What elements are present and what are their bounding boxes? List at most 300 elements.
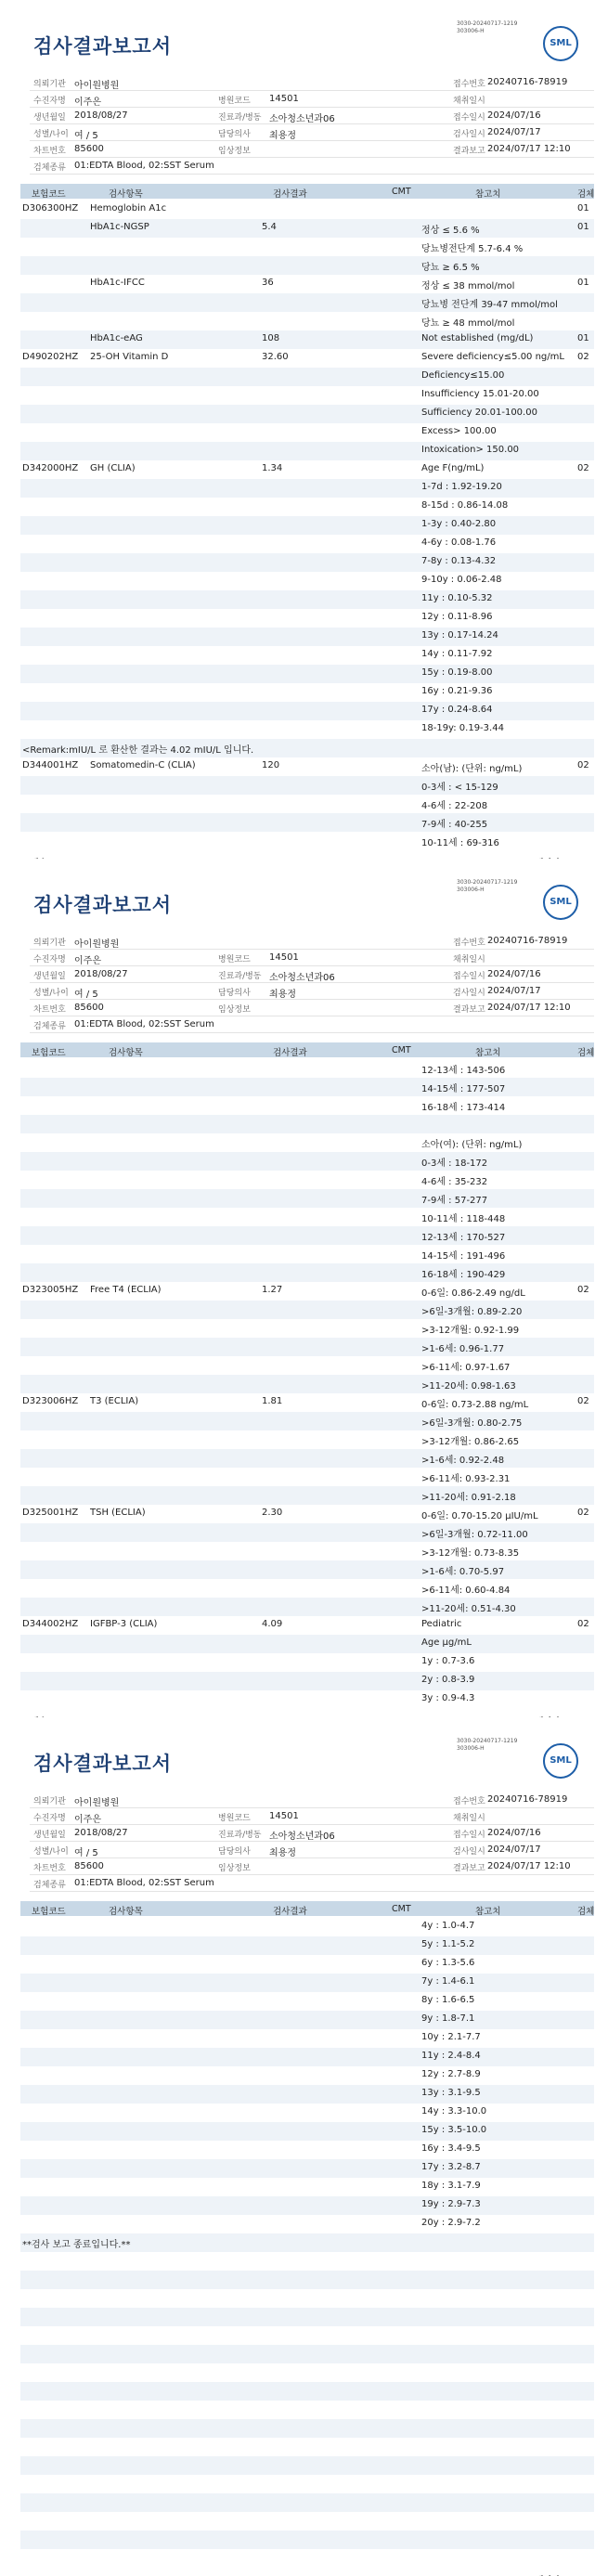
info-label: 의뢰기관: [33, 938, 66, 948]
table-row: [20, 330, 594, 349]
table-ref: 0-3세 : 18-172: [421, 1159, 488, 1169]
table-row: [20, 1918, 594, 1936]
header-spec: 검체: [577, 1048, 595, 1058]
table-row: [20, 1263, 594, 1282]
table-row: [20, 312, 594, 330]
header-spec: 검체: [577, 189, 595, 200]
header-code: 보험코드: [32, 189, 66, 200]
table-ref: 5y : 1.1-5.2: [421, 1939, 475, 1949]
table-ref: 4y : 1.0-4.7: [421, 1921, 475, 1931]
info-value: 2024/07/17: [487, 986, 541, 996]
table-ref: 4-6y : 0.08-1.76: [421, 537, 497, 548]
table-row: [20, 720, 594, 739]
table-spec: 01: [577, 333, 589, 343]
table-row: [20, 1078, 594, 1096]
info-label: 접수번호: [453, 938, 485, 948]
table-code: D490202HZ: [22, 352, 79, 362]
info-label: 차트번호: [33, 1005, 66, 1015]
table-row: [20, 1449, 594, 1468]
info-label: 수진자명: [33, 97, 66, 106]
table-row: [20, 832, 594, 850]
header-ref: 참고치: [475, 1048, 501, 1058]
table-row: [20, 516, 594, 535]
info-value: 01:EDTA Blood, 02:SST Serum: [74, 1878, 214, 1888]
table-row: [20, 646, 594, 665]
table-ref: 1-7d : 1.92-19.20: [421, 482, 502, 492]
table-ref: 16-18세 : 190-429: [421, 1270, 506, 1280]
table-item: HbA1c-eAG: [90, 333, 143, 343]
table-row: [20, 535, 594, 553]
table-spec: 01: [577, 278, 589, 288]
table-row: [20, 1672, 594, 1690]
info-value: 이주은: [74, 97, 101, 108]
table-code: D344001HZ: [22, 760, 79, 770]
table-row: [20, 1301, 594, 1319]
table-spec: 01: [577, 222, 589, 232]
report-title: 검사결과보고서: [33, 1753, 173, 1775]
table-row: [20, 2456, 594, 2475]
table-row: [20, 1579, 594, 1598]
table-row: [20, 1059, 594, 1078]
table-ref: 0-6일: 0.86-2.49 ng/dL: [421, 1288, 525, 1299]
info-label: 성별/나이: [33, 989, 69, 998]
info-label: 임상정보: [218, 1005, 251, 1015]
table-ref: 15y : 0.19-8.00: [421, 667, 493, 678]
header-cmt: CMT: [392, 1904, 411, 1914]
table-ref: Age μg/mL: [421, 1638, 472, 1648]
table-row: [20, 201, 594, 219]
table-ref: 12-13세 : 143-506: [421, 1066, 506, 1076]
info-value: 소아청소년과06: [269, 1832, 335, 1842]
table-ref: 2y : 0.8-3.9: [421, 1675, 475, 1685]
info-value: 85600: [74, 144, 104, 154]
table-code: **검사 보고 종료입니다.**: [22, 2240, 131, 2250]
header-item: 검사항목: [109, 189, 143, 200]
table-ref: 14-15세 : 177-507: [421, 1084, 506, 1094]
table-row: [20, 386, 594, 405]
table-code: D325001HZ: [22, 1508, 79, 1518]
info-label: 검체종류: [33, 1881, 66, 1890]
table-row: [20, 1375, 594, 1393]
table-ref: 9y : 1.8-7.1: [421, 2013, 475, 2024]
table-row: [20, 2271, 594, 2289]
table-row: [20, 2233, 594, 2252]
table-code: <Remark:mIU/L 로 환산한 결과는 4.02 mIU/L 입니다.: [22, 745, 254, 756]
info-value: 2024/07/17: [487, 127, 541, 137]
info-row: [30, 983, 594, 1000]
table-ref: 16y : 3.4-9.5: [421, 2143, 481, 2154]
table-code: D323005HZ: [22, 1285, 79, 1295]
info-value: 2024/07/16: [487, 1828, 541, 1838]
header-ref: 참고치: [475, 1907, 501, 1917]
table-row: [20, 2196, 594, 2215]
table-row: [20, 2289, 594, 2308]
table-item: 25-OH Vitamin D: [90, 352, 169, 362]
info-row: [30, 933, 594, 950]
table-row: [20, 1598, 594, 1616]
table-ref: Not established (mg/dL): [421, 333, 534, 343]
header-result: 검사결과: [273, 189, 307, 200]
table-row: [20, 702, 594, 720]
info-label: 의뢰기관: [33, 80, 66, 89]
info-row: [30, 950, 594, 966]
header-result: 검사결과: [273, 1048, 307, 1058]
table-row: [20, 1486, 594, 1505]
info-value: 2024/07/16: [487, 110, 541, 121]
table-ref: >6일-3개월: 0.89-2.20: [421, 1307, 523, 1317]
table-item: T3 (ECLIA): [90, 1396, 139, 1406]
info-value: 최용정: [269, 131, 296, 141]
table-ref: 당뇨 ≥ 48 mmol/mol: [421, 318, 515, 329]
table-ref: 0-6일: 0.73-2.88 ng/mL: [421, 1400, 529, 1410]
info-label: 차트번호: [33, 147, 66, 156]
table-row: [20, 256, 594, 275]
info-label: 검체종류: [33, 163, 66, 173]
info-row: [30, 1858, 594, 1875]
table-ref: 당뇨병 전단계 39-47 mmol/mol: [421, 300, 558, 310]
table-ref: 10y : 2.1-7.7: [421, 2032, 481, 2042]
table-row: [20, 1974, 594, 1992]
table-ref: 8y : 1.6-6.5: [421, 1995, 475, 2005]
table-row: [20, 2493, 594, 2512]
info-row: [30, 74, 594, 91]
info-label: 채취일시: [453, 955, 485, 964]
patient-info: [30, 933, 594, 1033]
info-value: 아이원병원: [74, 81, 120, 91]
info-value: 14501: [269, 952, 299, 963]
table-row: [20, 219, 594, 238]
table-row: [20, 442, 594, 460]
table-row: [20, 293, 594, 312]
table-row: [20, 1393, 594, 1412]
table-row: [20, 423, 594, 442]
info-label: 차트번호: [33, 1864, 66, 1873]
table-ref: Pediatric: [421, 1619, 462, 1629]
table-ref: 13y : 0.17-14.24: [421, 630, 498, 641]
table-ref: 8-15d : 0.86-14.08: [421, 500, 509, 511]
table-ref: 정상 ≤ 5.6 %: [421, 226, 480, 236]
table-code: D344002HZ: [22, 1619, 79, 1629]
table-row: [20, 2104, 594, 2122]
table-ref: 당뇨병전단계 5.7-6.4 %: [421, 244, 524, 254]
info-label: 병원코드: [218, 1814, 251, 1823]
header-cmt: CMT: [392, 1045, 411, 1055]
barcode-text: 3030-20240717-1219 303006-H: [457, 20, 518, 34]
table-item: TSH (ECLIA): [90, 1508, 146, 1518]
table-ref: Excess> 100.00: [421, 426, 497, 436]
info-value: 여 / 5: [74, 131, 98, 141]
table-row: [20, 2475, 594, 2493]
info-label: 결과보고: [453, 1864, 485, 1873]
table-row: [20, 1505, 594, 1523]
table-ref: 18-19y: 0.19-3.44: [421, 723, 504, 733]
table-ref: 12y : 0.11-8.96: [421, 612, 493, 622]
table-item: GH (CLIA): [90, 463, 136, 473]
info-label: 채취일시: [453, 97, 485, 106]
info-value: 여 / 5: [74, 1848, 98, 1858]
info-row: [30, 124, 594, 141]
table-ref: 19y : 2.9-7.3: [421, 2199, 481, 2209]
table-result: 2.30: [262, 1508, 283, 1518]
table-ref: >3-12개월: 0.86-2.65: [421, 1437, 520, 1447]
info-row: [30, 1842, 594, 1858]
info-value: 아이원병원: [74, 1798, 120, 1808]
table-ref: >6-11세: 0.97-1.67: [421, 1363, 511, 1373]
info-label: 임상정보: [218, 1864, 251, 1873]
table-ref: >6일-3개월: 0.72-11.00: [421, 1530, 528, 1540]
info-label: 접수번호: [453, 1797, 485, 1806]
table-item: Hemoglobin A1c: [90, 203, 167, 214]
info-value: 2018/08/27: [74, 110, 128, 121]
table-code: D306300HZ: [22, 203, 79, 214]
table-spec: 02: [577, 352, 589, 362]
table-row: [20, 2531, 594, 2549]
table-row: [20, 2066, 594, 2085]
info-value: 14501: [269, 1811, 299, 1821]
header-item: 검사항목: [109, 1048, 143, 1058]
table-row: [20, 2419, 594, 2438]
table-row: [20, 1690, 594, 1709]
table-row: [20, 2401, 594, 2419]
table-row: [20, 776, 594, 795]
sml-logo-icon: SML: [543, 885, 578, 920]
header-code: 보험코드: [32, 1048, 66, 1058]
table-row: [20, 2178, 594, 2196]
table-ref: 12-13세 : 170-527: [421, 1233, 506, 1243]
info-label: 생년월일: [33, 972, 66, 981]
table-spec: 02: [577, 463, 589, 473]
info-value: 2024/07/17 12:10: [487, 1861, 571, 1871]
table-row: [20, 2326, 594, 2345]
table-ref: 16y : 0.21-9.36: [421, 686, 493, 696]
table-ref: 3y : 0.9-4.3: [421, 1693, 475, 1703]
patient-info: [30, 1792, 594, 1892]
info-value: 2024/07/16: [487, 969, 541, 979]
table-row: [20, 683, 594, 702]
table-row: [20, 1152, 594, 1171]
table-ref: 7-9세 : 40-255: [421, 820, 488, 830]
table-ref: 15y : 3.5-10.0: [421, 2125, 487, 2135]
info-value: 아이원병원: [74, 939, 120, 950]
table-result: 1.27: [262, 1285, 283, 1295]
table-spec: 02: [577, 760, 589, 770]
table-row: [20, 1226, 594, 1245]
table-spec: 02: [577, 1396, 589, 1406]
table-row: [20, 2048, 594, 2066]
table-ref: 0-6일: 0.70-15.20 µIU/mL: [421, 1511, 538, 1521]
table-row: [20, 1208, 594, 1226]
table-item: IGFBP-3 (CLIA): [90, 1619, 158, 1629]
info-label: 담당의사: [218, 130, 251, 139]
table-result: 36: [262, 278, 274, 288]
table-result: 1.34: [262, 463, 283, 473]
table-spec: 02: [577, 1285, 589, 1295]
table-ref: 10-11세 : 118-448: [421, 1214, 506, 1224]
table-ref: Severe deficiency≤5.00 ng/mL: [421, 352, 564, 362]
table-ref: Insufficiency 15.01-20.00: [421, 389, 539, 399]
table-ref: 14-15세 : 191-496: [421, 1251, 506, 1262]
table-result: 108: [262, 333, 280, 343]
table-code: D323006HZ: [22, 1396, 79, 1406]
table-row: [20, 1468, 594, 1486]
sml-logo-icon: SML: [543, 26, 578, 61]
table-ref: 18y : 3.1-7.9: [421, 2181, 481, 2191]
table-row: [20, 405, 594, 423]
info-row: [30, 1808, 594, 1825]
table-row: [20, 1635, 594, 1653]
table-ref: 13y : 3.1-9.5: [421, 2088, 481, 2098]
info-value: 최용정: [269, 1848, 296, 1858]
info-value: 20240716-78919: [487, 936, 568, 946]
table-row: [20, 368, 594, 386]
info-label: 담당의사: [218, 1847, 251, 1857]
table-row: [20, 2363, 594, 2382]
table-row: [20, 349, 594, 368]
table-row: [20, 1955, 594, 1974]
table-row: [20, 479, 594, 498]
table-item: HbA1c-IFCC: [90, 278, 145, 288]
table-row: [20, 2252, 594, 2271]
table-result: 120: [262, 760, 280, 770]
info-label: 진료과/병동: [218, 972, 262, 981]
table-ref: 당뇨 ≥ 6.5 %: [421, 263, 480, 273]
info-value: 이주은: [74, 1815, 101, 1825]
table-ref: 14y : 0.11-7.92: [421, 649, 493, 659]
info-label: 검사일시: [453, 130, 485, 139]
info-value: 20240716-78919: [487, 77, 568, 87]
table-ref: 소아(남): (단위: ng/mL): [421, 764, 523, 774]
table-ref: 1y : 0.7-3.6: [421, 1656, 475, 1666]
info-label: 수진자명: [33, 955, 66, 964]
table-row: [20, 2122, 594, 2141]
table-spec: 02: [577, 1508, 589, 1518]
table-ref: 20y : 2.9-7.2: [421, 2218, 481, 2228]
table-row: [20, 1523, 594, 1542]
table-ref: 17y : 0.24-8.64: [421, 705, 493, 715]
table-ref: Sufficiency 20.01-100.00: [421, 408, 537, 418]
table-row: [20, 1115, 594, 1133]
table-row: [20, 609, 594, 628]
info-row: [30, 1000, 594, 1016]
info-label: 접수일시: [453, 113, 485, 123]
report-page: [0, 859, 608, 1717]
table-ref: 7-8y : 0.13-4.32: [421, 556, 497, 566]
info-label: 접수번호: [453, 80, 485, 89]
info-value: 20240716-78919: [487, 1794, 568, 1805]
info-row: [30, 1792, 594, 1808]
table-ref: >1-6세: 0.96-1.77: [421, 1344, 505, 1354]
table-row: [20, 1338, 594, 1356]
table-ref: >6-11세: 0.93-2.31: [421, 1474, 511, 1484]
table-header: [20, 1042, 594, 1057]
info-row: [30, 1016, 594, 1033]
table-item: Free T4 (ECLIA): [90, 1285, 162, 1295]
table-row: [20, 1936, 594, 1955]
table-row: [20, 553, 594, 572]
info-label: 생년월일: [33, 1831, 66, 1840]
table-spec: 01: [577, 203, 589, 214]
table-ref: Deficiency≤15.00: [421, 370, 505, 381]
info-value: 14501: [269, 94, 299, 104]
info-label: 성별/나이: [33, 1847, 69, 1857]
info-row: [30, 966, 594, 983]
table-header: [20, 184, 594, 199]
info-label: 수진자명: [33, 1814, 66, 1823]
table-row: [20, 1245, 594, 1263]
table-row: [20, 2215, 594, 2233]
info-value: 2024/07/17: [487, 1845, 541, 1855]
table-row: [20, 2085, 594, 2104]
table-ref: >11-20세: 0.91-2.18: [421, 1493, 516, 1503]
info-row: [30, 91, 594, 108]
info-value: 2024/07/17 12:10: [487, 1003, 571, 1013]
report-title: 검사결과보고서: [33, 894, 173, 916]
info-value: 이주은: [74, 956, 101, 966]
table-ref: >6일-3개월: 0.80-2.75: [421, 1418, 523, 1429]
info-label: 담당의사: [218, 989, 251, 998]
header-result: 검사결과: [273, 1907, 307, 1917]
table-ref: Intoxication> 150.00: [421, 445, 520, 455]
table-ref: >1-6세: 0.70-5.97: [421, 1567, 505, 1577]
table-ref: 1-3y : 0.40-2.80: [421, 519, 497, 529]
info-value: 소아청소년과06: [269, 973, 335, 983]
info-label: 병원코드: [218, 97, 251, 106]
info-label: 결과보고: [453, 1005, 485, 1015]
table-row: [20, 1560, 594, 1579]
table-row: [20, 498, 594, 516]
table-row: [20, 1356, 594, 1375]
info-value: 여 / 5: [74, 990, 98, 1000]
header-ref: 참고치: [475, 189, 501, 200]
header-spec: 검체: [577, 1907, 595, 1917]
info-value: 2018/08/27: [74, 1828, 128, 1838]
table-row: [20, 2141, 594, 2159]
info-label: 임상정보: [218, 147, 251, 156]
table-row: [20, 1319, 594, 1338]
info-value: 소아청소년과06: [269, 114, 335, 124]
table-row: [20, 1133, 594, 1152]
table-ref: Age F(ng/mL): [421, 463, 485, 473]
info-label: 채취일시: [453, 1814, 485, 1823]
table-row: [20, 813, 594, 832]
table-ref: 정상 ≤ 38 mmol/mol: [421, 281, 515, 291]
table-ref: 14y : 3.3-10.0: [421, 2106, 487, 2116]
table-row: [20, 275, 594, 293]
table-row: [20, 1542, 594, 1560]
table-row: [20, 590, 594, 609]
table-row: [20, 2512, 594, 2531]
patient-info: [30, 74, 594, 175]
table-ref: 11y : 2.4-8.4: [421, 2051, 481, 2061]
table-row: [20, 2159, 594, 2178]
table-ref: >1-6세: 0.92-2.48: [421, 1456, 505, 1466]
info-label: 진료과/병동: [218, 113, 262, 123]
info-label: 검사일시: [453, 1847, 485, 1857]
info-label: 성별/나이: [33, 130, 69, 139]
table-ref: >3-12개월: 0.92-1.99: [421, 1326, 520, 1336]
info-label: 의뢰기관: [33, 1797, 66, 1806]
info-row: [30, 141, 594, 158]
table-ref: >11-20세: 0.98-1.63: [421, 1381, 516, 1392]
table-row: [20, 2308, 594, 2326]
table-ref: 17y : 3.2-8.7: [421, 2162, 481, 2172]
table-ref: 4-6세 : 35-232: [421, 1177, 488, 1187]
table-row: [20, 2438, 594, 2456]
info-value: 2018/08/27: [74, 969, 128, 979]
table-ref: 7-9세 : 57-277: [421, 1196, 488, 1206]
table-row: [20, 572, 594, 590]
info-row: [30, 158, 594, 175]
